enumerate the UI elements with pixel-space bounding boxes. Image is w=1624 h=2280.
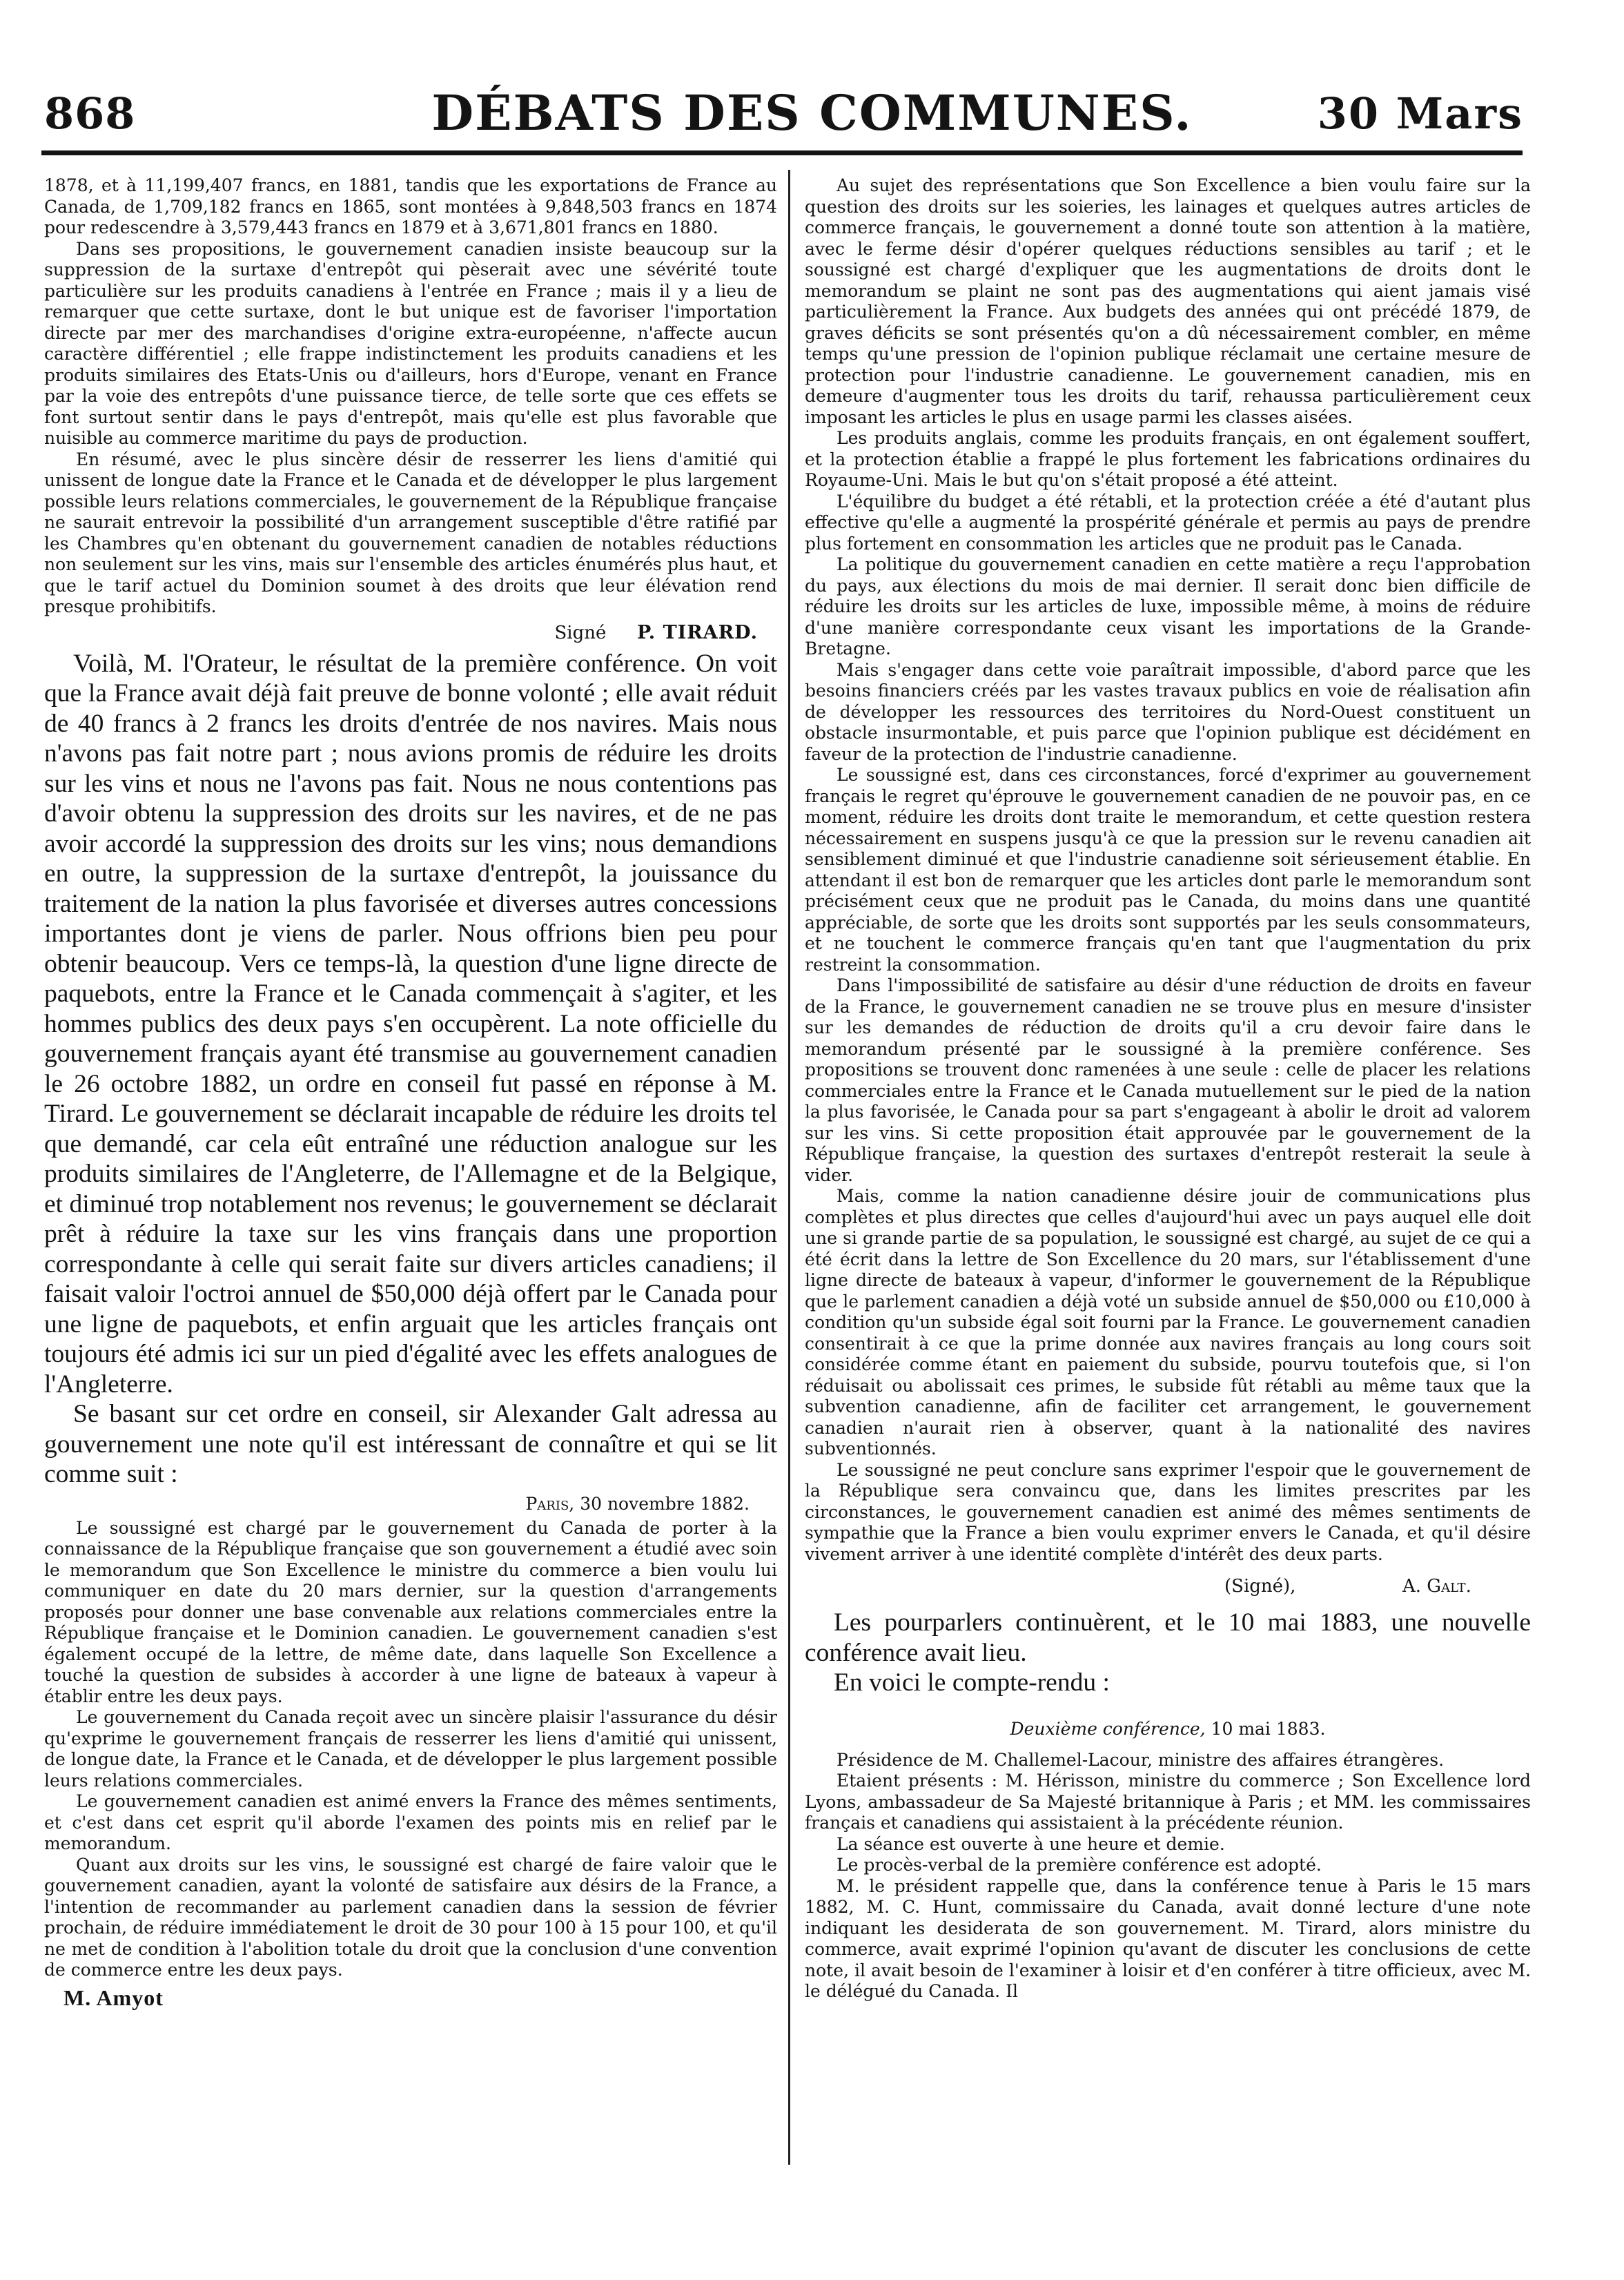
paragraph: Etaient présents : M. Hérisson, ministre du commerce ; Son Excellence lord Lyons, ambassadeur de Sa Majesté britannique à Paris ; et MM. les commissaires français et canadiens qui assistaient à la précédente réunion. — [805, 1771, 1531, 1833]
header-date: 30 Mars — [1317, 88, 1523, 139]
paragraph: Dans l'impossibilité de satisfaire au désir d'une réduction de droits en faveur de la France, le gouvernement canadien ne se trouve plus en mesure d'insister sur les demandes de réduction de droits qu'il a cru devoir faire dans le memorandum présenté par le soussigné à la première conférence. Ses propositions se trouvent donc ramenées à une seule : celle de placer les relations commerciales entre la France et le Canada mutuellement sur le pied de la nation la plus favorisée, le Canada pour sa part s'engageant à abolir le droit ad valorem sur les vins. Si cette proposition était approuvée par le gouvernement de la République française, la question des surtaxes d'entrepôt resterait la seule à vider. — [805, 975, 1531, 1185]
signature-line — [805, 1576, 1531, 1599]
signature-name: P. TIRARD. — [636, 621, 758, 643]
page-number: 868 — [44, 88, 136, 139]
paragraph: En résumé, avec le plus sincère désir de resserrer les liens d'amitié qui unissent de longue date la France et le Canada et de développer le plus largement possible leurs relations commerciales, le gouvernement de la République française ne saurait entrevoir la possibilité d'un arrangement susceptible d'être ratifié par les Chambres qu'en obtenant du gouvernement canadien de notables réductions non seulement sur les vins, mais sur l'ensemble des articles énumérés plus haut, et que le tarif actuel du Dominion soumet à des droits que leur élévation rend presque prohibitifs. — [44, 449, 777, 616]
conference-date: 10 mai 1883. — [1211, 1718, 1326, 1739]
paragraph: Le soussigné est chargé par le gouvernement du Canada de porter à la connaissance de la République française que son gouvernement a étudié avec soin le memorandum que Son Excellence le ministre du commerce a bien voulu lui communiquer en date du 20 mars dernier, sur la question d'arrangements proposés pour donner une base convenable aux relations commerciales entre la République française et le Dominion canadien. Le gouvernement canadien s'est également occupé de la lettre, de même date, dans laquelle Son Excellence a touché la question de subsides à accorder à une ligne de bateaux à vapeur à établir entre les deux pays. — [44, 1517, 777, 1706]
running-title: DÉBATS DES COMMUNES. — [431, 84, 1193, 142]
paragraph: Mais, comme la nation canadienne désire jouir de communications plus complètes et plus directes que celles d'aujourd'hui avec un pays auquel elle doit une si grande partie de sa population, le soussigné est chargé, au sujet de ce qui a été écrit dans la lettre de Son Excellence du 20 mars, sur l'établissement d'une ligne directe de bateaux à vapeur, d'informer le gouvernement de la République que le parlement canadien a déjà voté un subside annuel de $50,000 ou £10,000 à condition qu'un subside égal soit fourni par la France. Le gouvernement canadien consentirait à ce que la prime donnée aux navires français au long cours soit considérée comme étant en paiement du subside, pourvu toutefois que, si l'on réduisait ou abolissait ces primes, le subside fût rétabli au même taux que la subvention canadienne, afin de faciliter cet arrangement, le gouvernement canadien n'aurait rien à observer, quant à la nationalité des navires subventionnés. — [805, 1186, 1531, 1459]
paragraph: Les produits anglais, comme les produits français, en ont également souffert, et la protection établie a frappé le plus fortement les fabrications ordinaires du Royaume-Uni. Mais le but qu'on s'était proposé a été atteint. — [805, 428, 1531, 490]
paragraph: Dans ses propositions, le gouvernement canadien insiste beaucoup sur la suppression de la surtaxe d'entrepôt qui pèserait avec une sévérité toute particulière sur les produits canadiens à l'entrée en France ; mais il y a lieu de remarquer que cette surtaxe, dont le but unique est de favoriser l'importation directe par mer des marchandises d'origine extra-européenne, n'affecte aucun caractère différentiel ; elle frappe indistinctement les produits canadiens et les produits similaires des Etats-Unis ou d'ailleurs, hors d'Europe, venant en France par la voie des entrepôts d'une puissance tierce, de telle sorte que ces effets se font surtout sentir dans le pays d'entrepôt, mais qu'elle est plus favorable que nuisible au commerce maritime du pays de production. — [44, 238, 777, 448]
paragraph: 1878, et à 11,199,407 francs, en 1881, tandis que les exportations de France au Canada, de 1,709,182 francs en 1865, sont montées à 9,848,503 francs en 1874 pour redescendre à 3,579,443 francs en 1879 et à 3,671,801 francs en 1880. — [44, 175, 777, 237]
paragraph: Mais s'engager dans cette voie paraîtrait impossible, d'abord parce que les besoins financiers créés par les vastes travaux publics en voie de réalisation afin de développer les ressources des territoires du Nord-Ouest constituent un obstacle insurmontable, et puis parce que l'opinion publique est décidément en faveur de la protection de l'industrie canadienne. — [805, 659, 1531, 764]
paragraph: Le gouvernement du Canada reçoit avec un sincère plaisir l'assurance du désir qu'exprime le gouvernement français de resserrer les liens d'amitié qui unissent, de longue date, la France et le Canada, et de développer le plus largement possible leurs relations commerciales. — [44, 1707, 777, 1791]
paragraph: L'équilibre du budget a été rétabli, et la protection créée a été d'autant plus effective qu'elle a augmenté la prospérité générale et permis au pays de prendre plus fortement en consommation les articles que ne produit pas le Canada. — [805, 491, 1531, 554]
signature-name: A. Galt. — [1402, 1576, 1471, 1597]
paragraph: M. le président rappelle que, dans la conférence tenue à Paris le 15 mars 1882, M. C. Hunt, commissaire du Canada, avait donné lecture d'une note indiquant les desiderata de son gouvernement. M. Tirard, alors ministre du commerce, avait exprimé l'opinion qu'avant de discuter les conclusions de cette note, il avait besoin de l'examiner à loisir et d'en conférer à titre officieux, avec M. le délégué du Canada. Il — [805, 1875, 1531, 2001]
header-rule — [41, 150, 1523, 155]
conference-title: Deuxième conférence, — [1010, 1718, 1206, 1739]
paragraph: La politique du gouvernement canadien en cette matière a reçu l'approbation du pays, aux élections du mois de mai dernier. Il serait donc bien difficile de réduire les droits sur les articles de luxe, impossible même, à moins de réduire d'une manière correspondante ceux visant les importations de la Grande-Bretagne. — [805, 554, 1531, 659]
page-header — [0, 81, 1624, 150]
signature-label: Signé — [554, 622, 607, 643]
dateline-city: Paris, — [525, 1493, 575, 1514]
paragraph: Présidence de M. Challemel-Lacour, ministre des affaires étrangères. — [837, 1749, 1445, 1770]
signature-line — [44, 622, 777, 643]
paragraph: La séance est ouverte à une heure et demie. — [837, 1833, 1225, 1854]
paragraph: Au sujet des représentations que Son Excellence a bien voulu faire sur la question des droits sur les soieries, les lainages et quelques autres articles de commerce français, le gouvernement a donné toute son attention à la matière, avec le ferme désir d'opérer quelques réductions sensibles au tarif ; et le soussigné est chargé d'expliquer que les augmentations de droits dont le memorandum se plaint ne sont pas des augmentations qui aient jamais visé particulièrement la France. Aux budgets des années qui ont précédé 1879, de graves déficits se sont présentés qu'on a dû nécessairement combler, en même temps qu'une pression de l'opinion publique réclamait une certaine mesure de protection pour l'industrie canadienne. Le gouvernement canadien, mis en demeure d'augmenter tous les droits du tarif, rehaussa particulièrement ceux imposant les articles le plus en usage parmi les classes aisées. — [805, 175, 1531, 427]
letter-dateline — [44, 1494, 750, 1514]
left-column — [44, 175, 777, 2011]
paragraph: Quant aux droits sur les vins, le soussigné est chargé de faire valoir que le gouvernement canadien, ayant la volonté de satisfaire aux désirs de la France, a l'intention de recommander au parlement canadien dans la session de février prochain, de réduire immédiatement le droit de 30 pour 100 à 15 pour 100, et qu'il ne met de condition à l'abolition totale du droit que la conclusion d'une convention de commerce entre les deux pays. — [44, 1854, 777, 1980]
signature-label: (Signé), — [1224, 1576, 1296, 1597]
paragraph: Le soussigné ne peut conclure sans exprimer l'espoir que le gouvernement de la République sera convaincu que, dans les limites prescrites par les circonstances, le gouvernement canadien est animé des mêmes sentiments de sympathie que la France a bien voulu exprimer envers le Canada, et qu'il désire vivement arriver à une identité complète d'intérêt des deux parts. — [805, 1459, 1531, 1564]
paragraph: Le soussigné est, dans ces circonstances, forcé d'exprimer au gouvernement français le regret qu'éprouve le gouvernement canadien de ne pouvoir pas, en ce moment, réduire les droits dont traite le memorandum, et cette question restera nécessairement en suspens jusqu'à ce que la pression sur le revenu canadien ait sensiblement diminué et que l'industrie canadienne soit sérieusement établie. En attendant il est bon de remarquer que les articles dont parle le memorandum sont précisément ceux que ne produit pas le Canada, du moins dans une quantité appréciable, de sorte que les droits sont supportés par les seuls consommateurs, et ne touchent le commerce français qu'en tant que l'augmentation du prix restreint la consommation. — [805, 765, 1531, 975]
paragraph: Le procès-verbal de la première conférence est adopté. — [837, 1855, 1322, 1875]
speech-paragraph: Se basant sur cet ordre en conseil, sir Alexander Galt adressa au gouvernement une note qu'il est intéressant de connaître et qui se lit comme suit : — [44, 1400, 777, 1488]
conference-heading — [805, 1719, 1531, 1739]
speech-paragraph: En voici le compte-rendu : — [834, 1668, 1110, 1697]
speaker-name: M. Amyot — [63, 1985, 164, 2010]
dateline-date: 30 novembre 1882. — [580, 1493, 750, 1514]
right-column — [805, 175, 1531, 2003]
paragraph: Le gouvernement canadien est animé envers la France des mêmes sentiments, et c'est dans cet esprit qu'il aborde l'examen des points mis en relief par le memorandum. — [44, 1791, 777, 1853]
speech-paragraph: Les pourparlers continuèrent, et le 10 mai 1883, une nouvelle conférence avait lieu. — [805, 1608, 1531, 1667]
speech-paragraph: Voilà, M. l'Orateur, le résultat de la première conférence. On voit que la France avait déjà fait preuve de bonne volonté ; elle avait réduit de 40 francs à 2 francs les droits d'entrée de nos navires. Mais nous n'avons pas fait notre part ; nous avions promis de réduire les droits sur les vins et nous ne l'avons pas fait. Nous ne nous contentions pas d'avoir obtenu la suppression des droits sur les navires, et de ne pas avoir accordé la suppression des droits sur les vins; nous demandions en outre, la suppression de la surtaxe d'entrepôt, la jouissance du traitement de la nation la plus favorisée et diverses autres concessions importantes dont je viens de parler. Nous offrions bien peu pour obtenir beaucoup. Vers ce temps-là, la question d'une ligne directe de paquebots, entre la France et le Canada commençait à s'agiter, et les hommes publics des deux pays s'en occupèrent. La note officielle du gouvernement français ayant été transmise au gouvernement canadien le 26 octobre 1882, un ordre en conseil fut passé en réponse à M. Tirard. Le gouvernement se déclarait incapable de réduire les droits tel que demandé, car cela eût entraîné une réduction analogue sur les produits similaires de l'Angleterre, de l'Allemagne et de la Belgique, et diminué trop notablement nos revenus; le gouvernement se déclarait prêt à réduire la taxe sur les vins français dans une proportion correspondante à celle qui serait faite sur divers articles canadiens; il faisait valoir l'octroi annuel de $50,000 déjà offert par le Canada pour une ligne de paquebots, et enfin arguait que les articles français ont toujours été admis ici sur un pied d'égalité avec les effets analogues de l'Angleterre. — [44, 649, 777, 1399]
column-divider — [788, 170, 790, 2165]
